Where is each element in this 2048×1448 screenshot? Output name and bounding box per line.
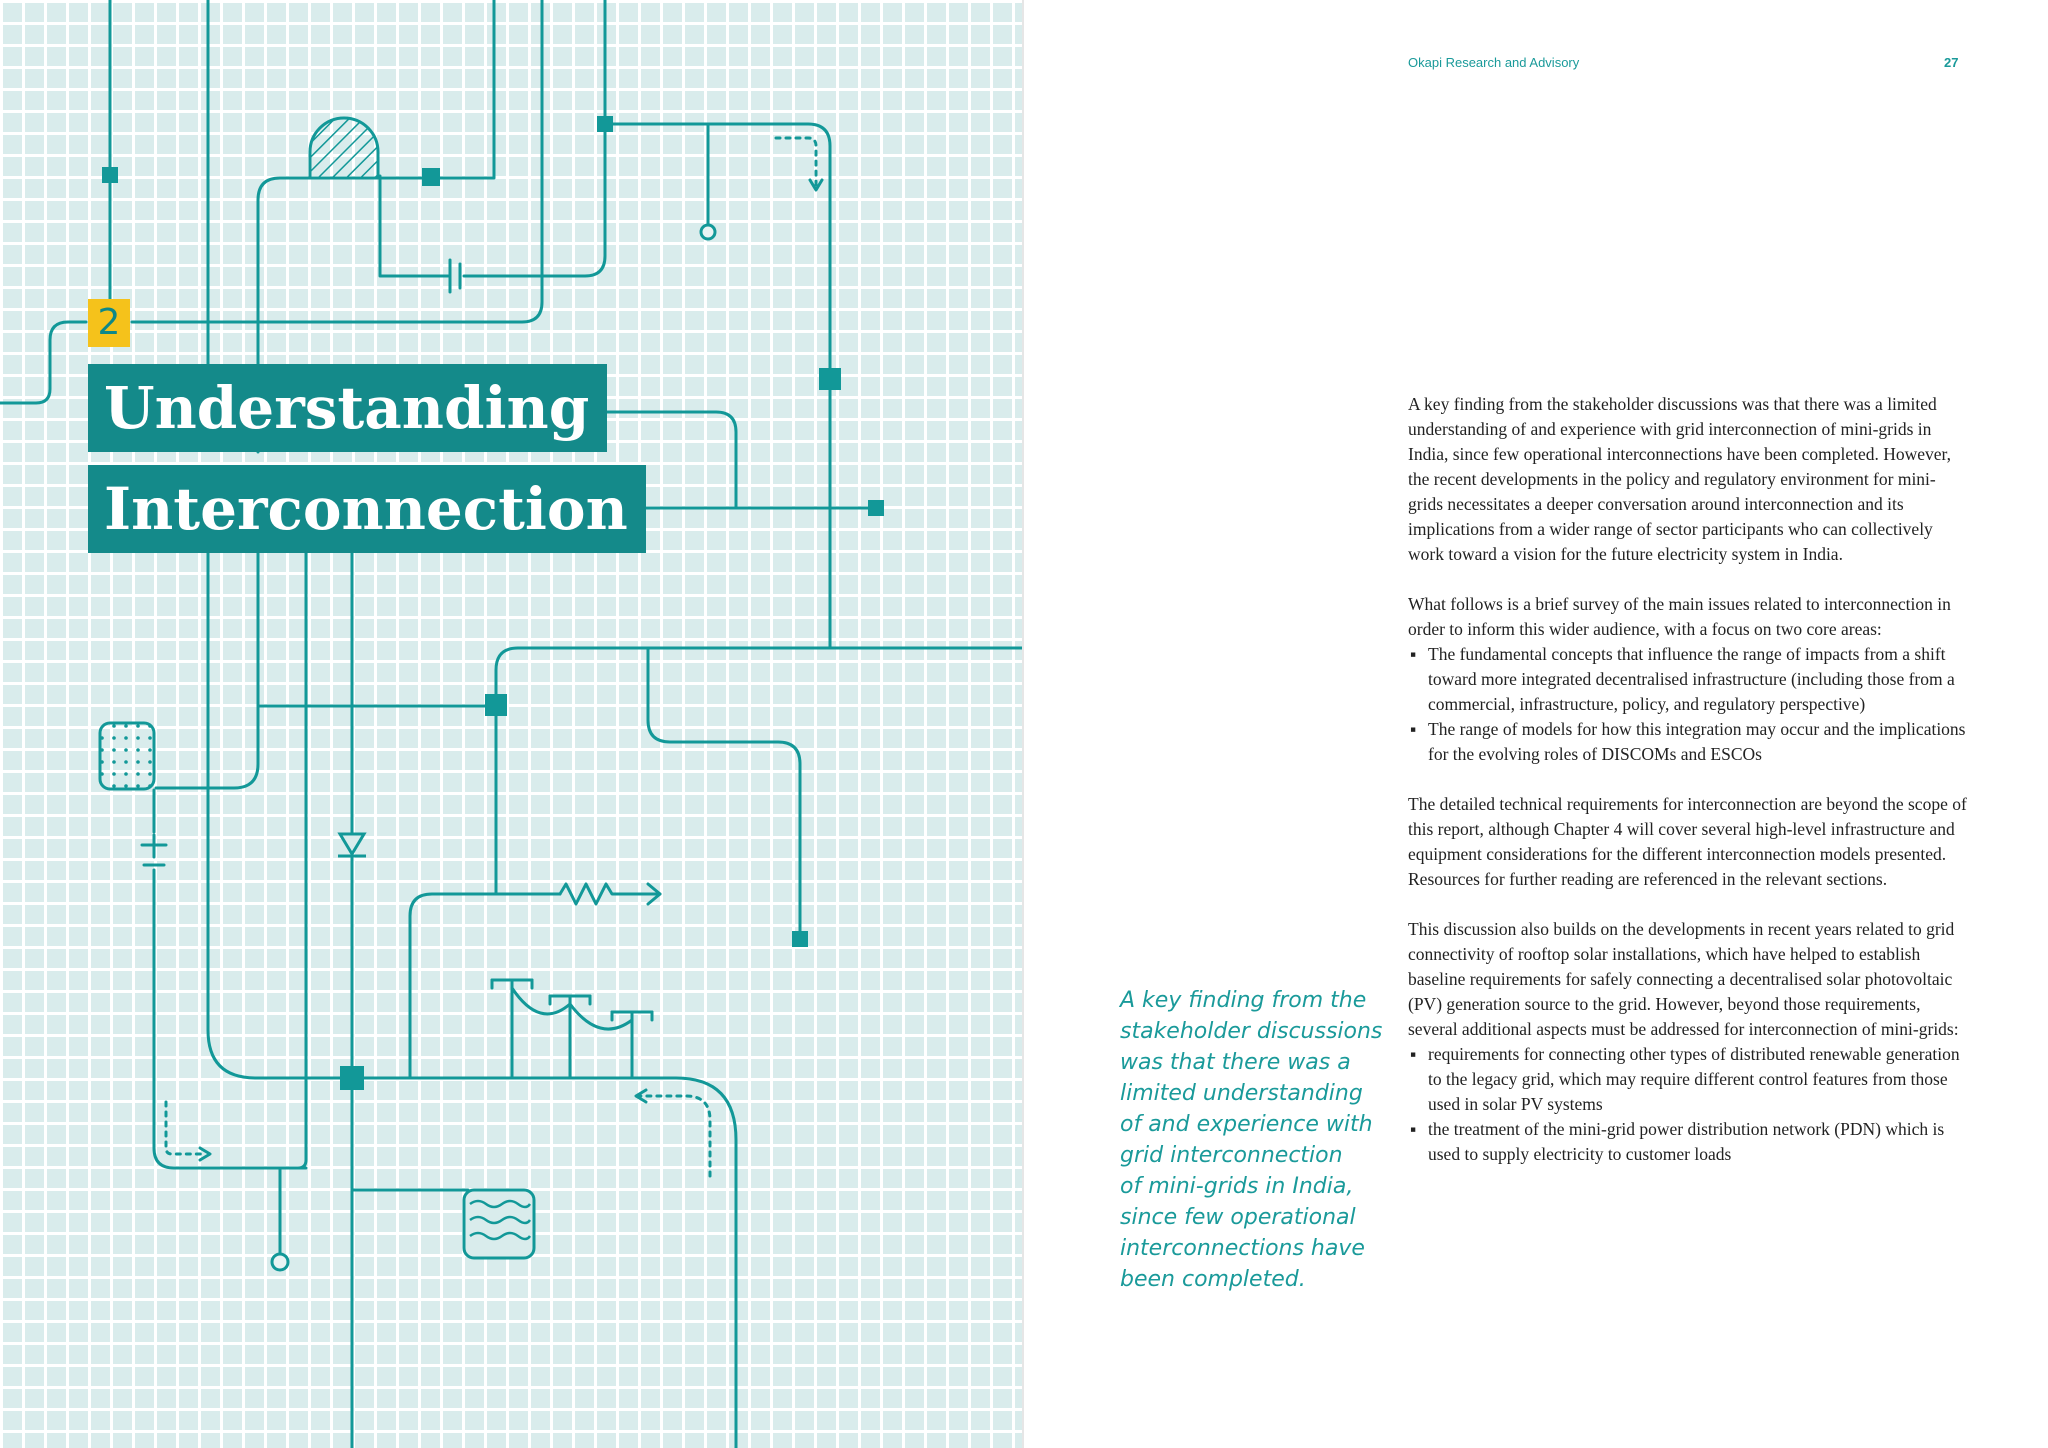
page-number: 27: [1944, 55, 1959, 70]
pull-quote-line: was that there was a: [1120, 1050, 1351, 1075]
pull-quote: [1120, 985, 1382, 1295]
bullet-icon: ▪: [1410, 1044, 1417, 1064]
list-item-text: The range of models for how this integration may occur and the implications for the evolving roles of DISCOMs and ESCOs: [1428, 719, 1966, 764]
running-head: Okapi Research and Advisory: [1408, 55, 1580, 70]
list-item: [1408, 1042, 1968, 1117]
chapter-number-badge: 2: [88, 299, 130, 347]
body-paragraph: The detailed technical requirements for interconnection are beyond the scope of this report, although Chapter 4 will cover several high-level infrastructure and equipment considerations for the different interconnection models presented. Resources for further reading are referenced in the relevant sections.: [1408, 794, 1967, 889]
chapter-title-line1: Understanding: [88, 364, 607, 452]
pull-quote-line: of mini-grids in India,: [1120, 1174, 1354, 1199]
list-item: [1408, 717, 1968, 767]
body-paragraph: A key finding from the stakeholder discussions was that there was a limited understanding of and experience with grid interconnection of mini-grids in India, since few operational interconnections have been completed. However, the recent developments in the policy and regulatory environment for mini-grids necessitates a deeper conversation around interconnection and its implications from a wider range of sector participants who can collectively work toward a vision for the future electricity system in India.: [1408, 394, 1952, 564]
pull-quote-line: been completed.: [1120, 1267, 1306, 1292]
page-gutter: [1022, 0, 1024, 1448]
list-item-text: The fundamental concepts that influence the range of impacts from a shift toward more integrated decentralised infrastructure (including those from a commercial, infrastructure, policy, and regulatory perspective): [1428, 644, 1955, 714]
chapter-title-line2: Interconnection: [88, 465, 646, 553]
core-areas-list: [1408, 642, 1968, 767]
bullet-icon: ▪: [1410, 719, 1417, 739]
pull-quote-line: limited understanding: [1120, 1081, 1363, 1106]
body-text: [1408, 392, 1968, 1192]
list-item-text: the treatment of the mini-grid power distribution network (PDN) which is used to supply electricity to customer loads: [1428, 1119, 1945, 1164]
body-paragraph: What follows is a brief survey of the main issues related to interconnection in order to inform this wider audience, with a focus on two core areas:: [1408, 594, 1951, 639]
body-paragraph: This discussion also builds on the developments in recent years related to grid connectivity of rooftop solar installations, which have helped to establish baseline requirements for safely connecting a decentralised solar photovoltaic (PV) generation source to the grid. However, beyond those requirements, several additional aspects must be addressed for interconnection of mini-grids:: [1408, 919, 1959, 1039]
additional-aspects-list: [1408, 1042, 1968, 1167]
pull-quote-line: A key finding from the: [1120, 988, 1367, 1013]
list-item: [1408, 1117, 1968, 1167]
pull-quote-line: grid interconnection: [1120, 1143, 1343, 1168]
pull-quote-line: stakeholder discussions: [1120, 1019, 1383, 1044]
bullet-icon: ▪: [1410, 644, 1417, 664]
list-item: [1408, 642, 1968, 717]
bullet-icon: ▪: [1410, 1119, 1417, 1139]
pull-quote-line: interconnections have: [1120, 1236, 1365, 1261]
pull-quote-line: of and experience with: [1120, 1112, 1373, 1137]
pull-quote-line: since few operational: [1120, 1205, 1356, 1230]
list-item-text: requirements for connecting other types of distributed renewable generation to the legacy grid, which may require different control features from those used in solar PV systems: [1428, 1044, 1960, 1114]
